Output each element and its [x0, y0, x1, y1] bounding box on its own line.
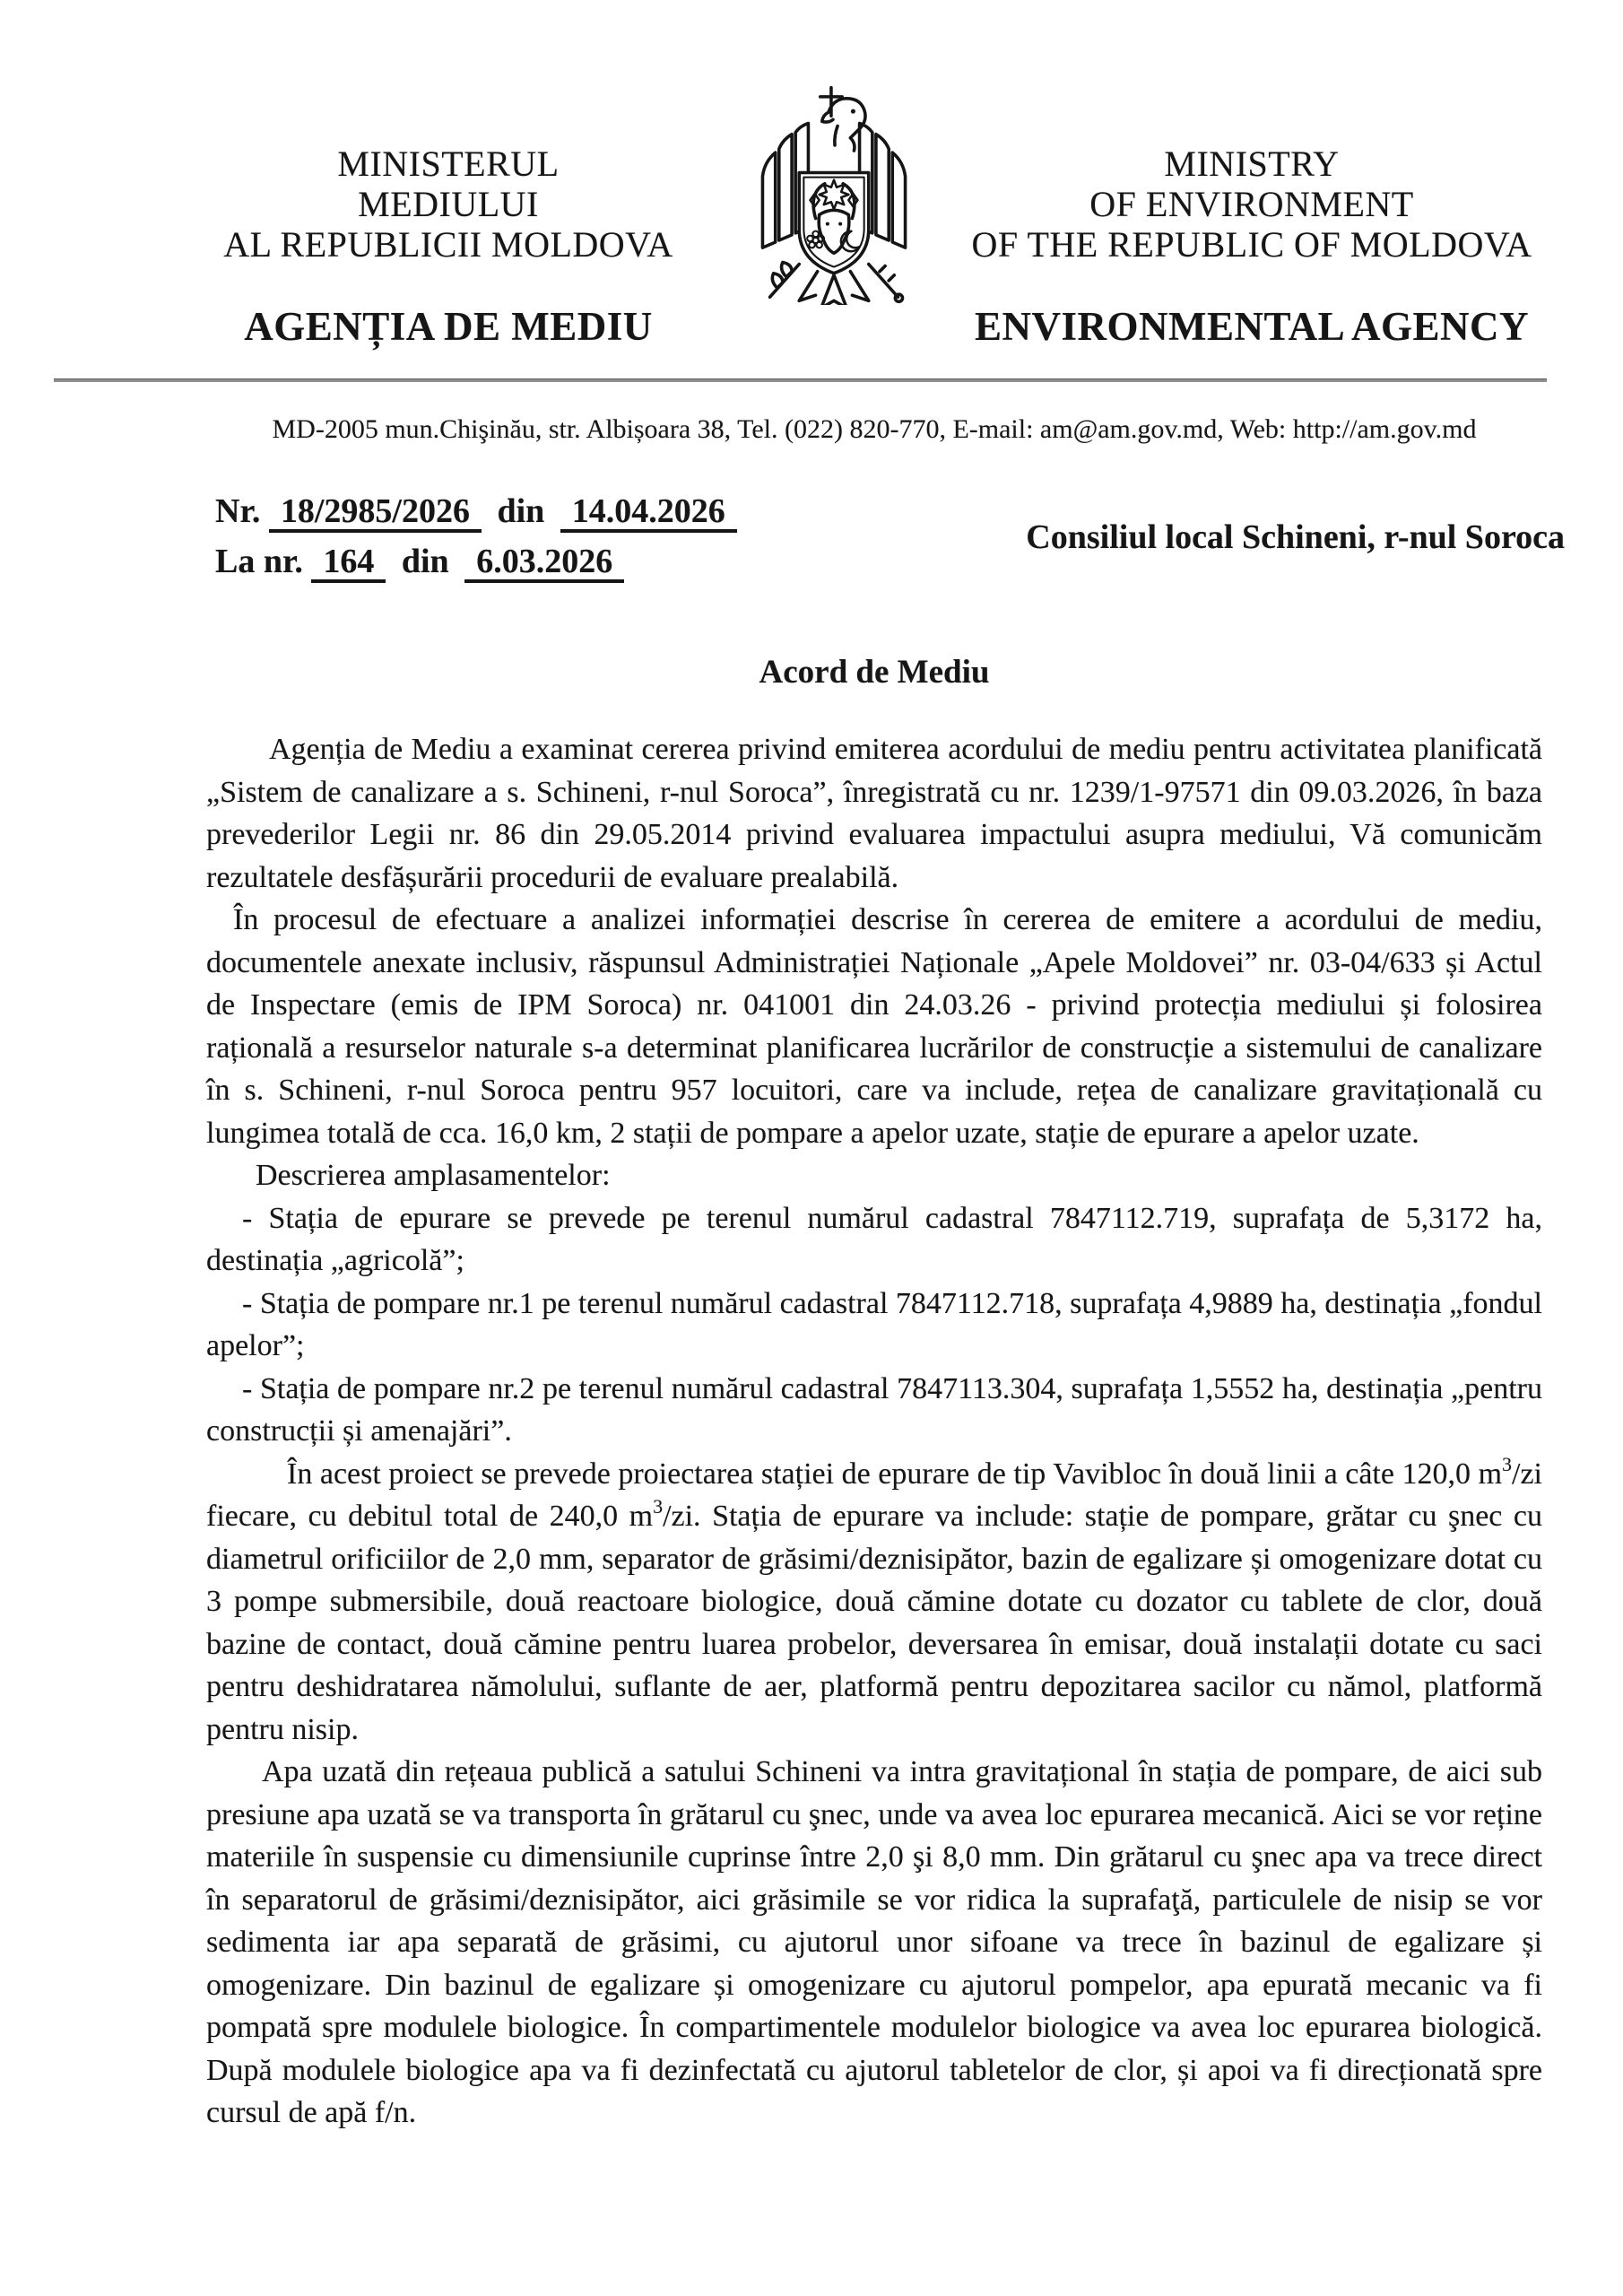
agency-name-ro: AGENȚIA DE MEDIU [244, 304, 653, 349]
list-item-pumping-station-1: - Stația de pompare nr.1 pe terenul numărul cadastral 7847112.718, suprafața 4,9889 ha, destinația „fondul apelor”; [206, 1286, 1542, 1362]
ministry-name-ro [135, 144, 762, 347]
outgoing-number-line [215, 491, 737, 533]
incoming-number-line [215, 542, 737, 583]
la-nr-label: La nr. [215, 543, 303, 580]
list-item-pumping-station-2: - Stația de pompare nr.2 pe terenul numărul cadastral 7847113.304, suprafața 1,5552 ha, destinația „pentru construcții și amenajări”. [206, 1371, 1542, 1448]
superscript-cubic-1: 3 [1502, 1452, 1513, 1475]
incoming-number-value: 164 [311, 544, 386, 583]
paragraph-intro: Agenția de Mediu a examinat cererea privind emiterea acordului de mediu pentru activitatea planificată „Sistem de canalizare a s. Schineni, r-nul Soroca”, înregistrată cu nr. 1239/1-97571 din 09.03.2026, în baza prevederilor Legii nr. 86 din 29.05.2014 privind evaluarea impactului asupra mediului, Vă comunicăm rezultatele desfășurării procedurii de evaluare prealabilă. [206, 733, 1542, 894]
ministry-line-ro-1: MINISTERUL [337, 144, 560, 184]
ministry-line-ro-3: AL REPUBLICII MOLDOVA [223, 224, 673, 265]
project-text-3: /zi. Stația de epurare va include: stație de pompare, grătar cu şnec cu diametrul orificiilor de 2,0 mm, separator de grăsimi/deznisipător, bazin de egalizare și omogenizare dotat cu 3 pompe submersibile, două reactoare biologice, două cămine dotate cu dozator cu tablete de clor, două bazine de contact, două cămine pentru luarea probelor, deversarea în emisar, două instalații dotate cu saci pentru deshidratarea nămolului, suflante de aer, platformă pentru depozitarea sacilor cu nămol, platformă pentru nisip. [206, 1500, 1542, 1746]
outgoing-number-value: 18/2985/2026 [269, 493, 482, 533]
incoming-date-value: 6.03.2026 [464, 544, 624, 583]
nr-label: Nr. [215, 492, 261, 530]
ministry-line-ro-2: MEDIULUI [358, 184, 539, 224]
din-label-1: din [497, 492, 545, 530]
header-divider [54, 378, 1547, 382]
document-title: Acord de Mediu [759, 654, 990, 691]
paragraph-project-description [206, 1453, 1542, 1752]
paragraph-process-description: Apa uzată din rețeaua publică a satului Schineni va intra gravitațional în stația de pompare, de aici sub presiune apa uzată se va transporta în grătarul cu şnec, unde va avea loc epurarea mecanică. Aici se vor reține materiile în suspensie cu dimensiunile cuprinse între 2,0 şi 8,0 mm. Din grătarul cu şnec apa va trece direct în separatorul de grăsimi/deznisipător, aici grăsimile se vor ridica la suprafaţă, particulele de nisip se vor sedimenta iar apa separată de grăsimi, cu ajutorul unor sifoane va trece în bazinul de egalizare și omogenizare. Din bazinul de egalizare și omogenizare cu ajutorul pompelor, apa epurată mecanic va fi pompată spre modulele biologice. În compartimentele modulelor biologice va avea loc epurarea biologică. După modulele biologice apa va fi dezinfectată cu ajutorul tabletelor de clor, și apoi va fi direcționată spre cursul de apă f/n. [206, 1755, 1542, 2129]
ministry-line-en-1: MINISTRY [1164, 144, 1340, 184]
project-text-2: /zi fiecare, cu debitul total de 240,0 m [206, 1457, 1542, 1533]
agency-name-en: ENVIRONMENTAL AGENCY [975, 304, 1529, 349]
reference-numbers [215, 491, 737, 583]
moldova-coat-of-arms-icon [742, 84, 925, 305]
list-item-treatment-station: - Stația de epurare se prevede pe terenul numărul cadastral 7847112.719, suprafața de 5,3172 ha, destinația „agricolă”; [206, 1201, 1542, 1277]
document-body [206, 653, 1542, 2135]
reference-block [215, 491, 1565, 583]
ministry-name-en [938, 144, 1566, 347]
outgoing-date-value: 14.04.2026 [560, 493, 737, 533]
moldova-coat-of-arms-icon [742, 84, 925, 305]
paragraph-analysis: În procesul de efectuare a analizei informației descrise în cererea de emitere a acordului de mediu, documentele anexate inclusiv, răspunsul Administrației Naționale „Apele Moldovei” nr. 03-04/633 și Actul de Inspectare (emis de IPM Soroca) nr. 041001 din 24.03.26 - privind protecția mediului și folosirea rațională a resurselor naturale s-a determinat planificarea lucrărilor de construcție a sistemului de canalizare în s. Schineni, r-nul Soroca pentru 957 locuitori, care va include, rețea de canalizare gravitațională cu lungimea totală de cca. 16,0 km, 2 stații de pompare a apelor uzate, stație de epurare a apelor uzate. [206, 903, 1542, 1150]
ministry-line-en-3: OF THE REPUBLIC OF MOLDOVA [971, 224, 1532, 265]
addressee: Consiliul local Schineni, r-nul Soroca [1026, 518, 1565, 556]
contact-line: MD-2005 mun.Chişinău, str. Albișoara 38, Tel. (022) 820-770, E-mail: am@am.gov.md, Web: http://am.gov.md [272, 414, 1477, 444]
paragraph-sites-heading: Descrierea amplasamentelor: [256, 1159, 611, 1192]
superscript-cubic-2: 3 [653, 1495, 664, 1518]
din-label-2: din [401, 543, 449, 580]
project-text-1: În acest proiect se prevede proiectarea stației de epurare de tip Vavibloc în două linii a câte 120,0 m [287, 1457, 1503, 1491]
ministry-line-en-2: OF ENVIRONMENT [1089, 184, 1414, 224]
